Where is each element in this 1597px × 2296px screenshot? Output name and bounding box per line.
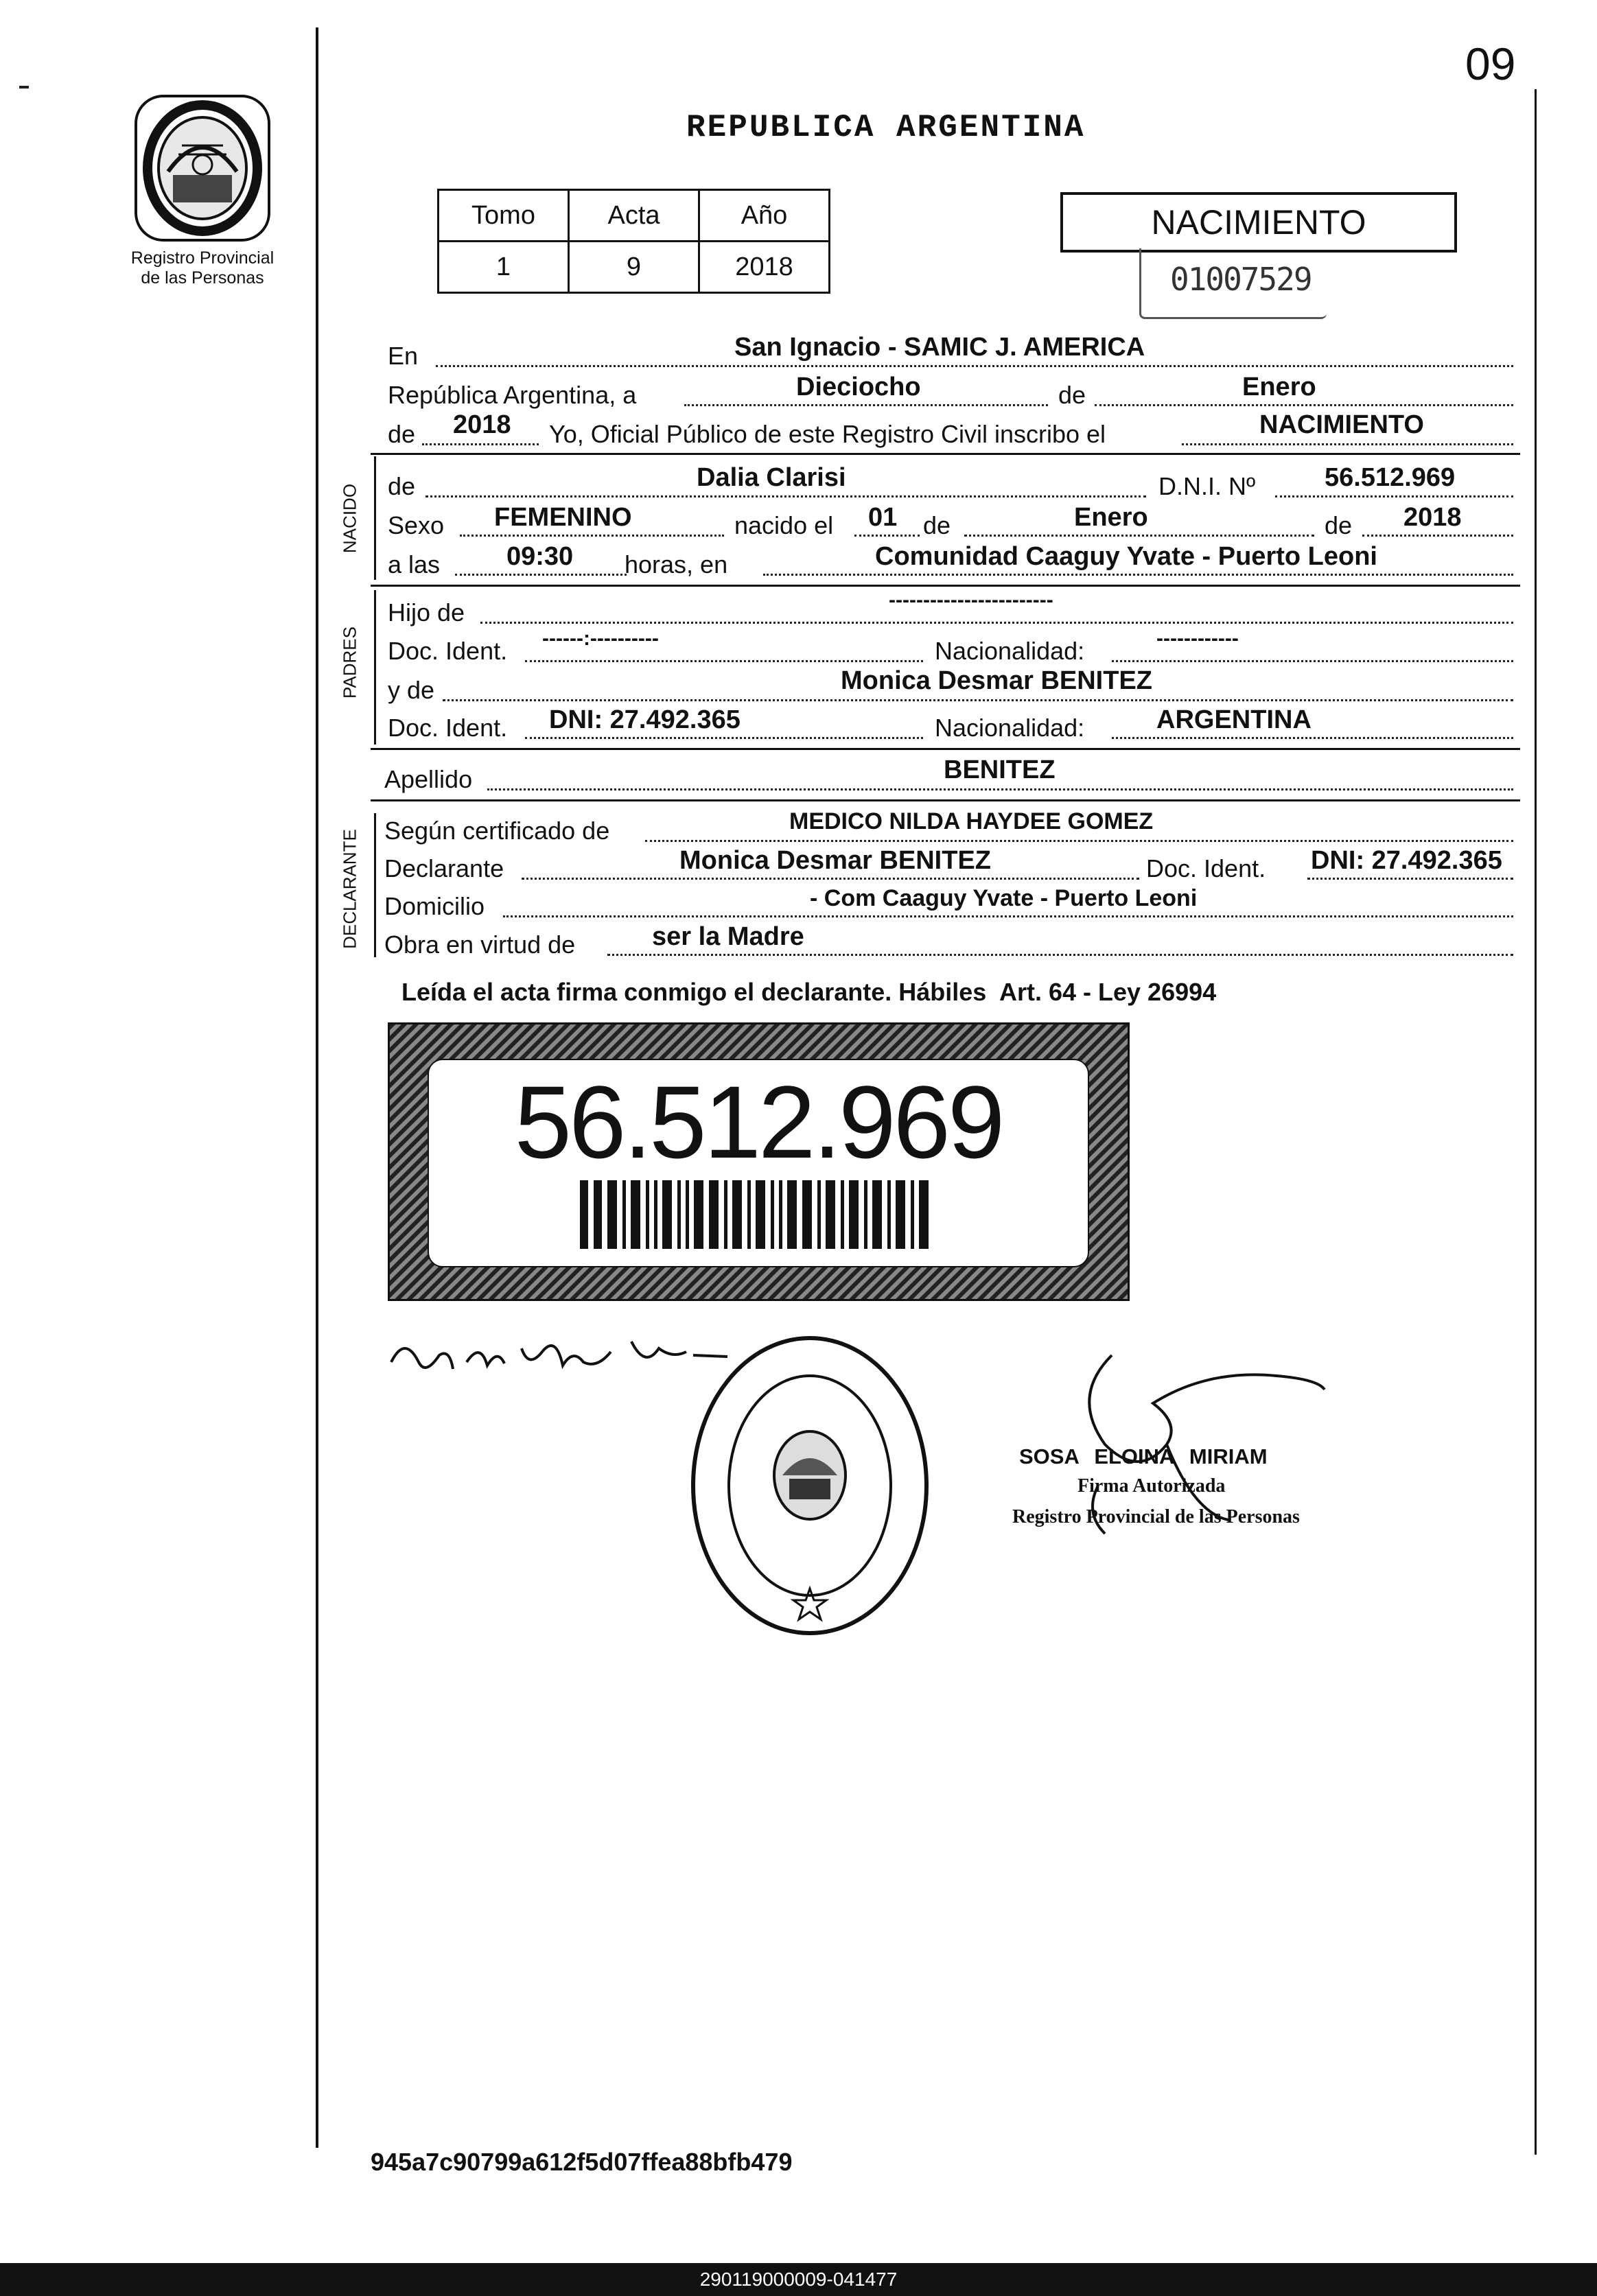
label-inscribo: Yo, Oficial Público de este Registro Civil inscribo el bbox=[549, 420, 1106, 448]
dni-barcode bbox=[580, 1180, 937, 1249]
divider-nacido bbox=[371, 585, 1520, 587]
label-a-las: a las bbox=[388, 550, 441, 578]
label-nacido-el: nacido el bbox=[734, 511, 834, 539]
document-hash: 945a7c90799a612f5d07ffea88bfb479 bbox=[371, 2148, 793, 2176]
padres-bracket bbox=[374, 590, 376, 745]
value-mother-doc: DNI: 27.492.365 bbox=[549, 705, 741, 734]
declarante-section-label: DECLARANTE bbox=[339, 829, 360, 949]
label-de-year: de bbox=[388, 420, 416, 448]
left-margin-line bbox=[316, 27, 318, 2148]
nacido-section-label: NACIDO bbox=[339, 483, 360, 554]
logo-caption-line2: de las Personas bbox=[141, 268, 264, 288]
divider-general bbox=[371, 453, 1520, 455]
label-hijo-de: Hijo de bbox=[388, 598, 465, 626]
divider-padres bbox=[371, 748, 1520, 750]
value-birth-month: Enero bbox=[1074, 503, 1148, 532]
divider-apellido bbox=[371, 799, 1520, 801]
value-declarante-doc: DNI: 27.492.365 bbox=[1311, 846, 1502, 875]
logo-caption-line1: Registro Provincial bbox=[130, 248, 275, 268]
value-certificado: MEDICO NILDA HAYDEE GOMEZ bbox=[789, 808, 1154, 834]
label-de-birth-year: de bbox=[1325, 511, 1353, 539]
logo-caption bbox=[103, 248, 302, 288]
declarante-bracket bbox=[374, 813, 376, 957]
footer-code: 290119000009-041477 bbox=[0, 2263, 1597, 2296]
label-nacido-de: de bbox=[388, 472, 416, 500]
value-time: 09:30 bbox=[506, 542, 574, 571]
value-month: Enero bbox=[1242, 373, 1316, 401]
value-father-nat: ------------ bbox=[1156, 627, 1239, 650]
padres-section-label: PADRES bbox=[339, 626, 360, 699]
scan-mark bbox=[19, 86, 29, 89]
value-birth-day: 01 bbox=[868, 503, 898, 532]
header-tomo: Tomo bbox=[439, 190, 569, 242]
value-anio: 2018 bbox=[699, 242, 830, 293]
record-table bbox=[437, 189, 830, 294]
value-apellido: BENITEZ bbox=[944, 755, 1056, 784]
label-mother-nat: Nacionalidad: bbox=[935, 714, 1085, 742]
label-father-doc: Doc. Ident. bbox=[388, 637, 508, 665]
value-birth-year: 2018 bbox=[1403, 503, 1462, 532]
value-dni: 56.512.969 bbox=[1325, 463, 1456, 492]
header-anio: Año bbox=[699, 190, 830, 242]
label-en: En bbox=[388, 342, 419, 370]
value-tomo: 1 bbox=[439, 242, 569, 293]
value-year: 2018 bbox=[453, 410, 511, 439]
label-declarante-doc: Doc. Ident. bbox=[1146, 854, 1266, 882]
value-place: Comunidad Caaguy Yvate - Puerto Leoni bbox=[875, 542, 1377, 571]
official-office: Registro Provincial de las Personas bbox=[1012, 1506, 1300, 1527]
header-acta: Acta bbox=[569, 190, 699, 242]
label-obra: Obra en virtud de bbox=[384, 930, 576, 959]
label-y-de: y de bbox=[388, 676, 435, 704]
label-father-nat: Nacionalidad: bbox=[935, 637, 1085, 665]
serial-number: 01007529 bbox=[1170, 261, 1312, 298]
label-horas-en: horas, en bbox=[625, 550, 728, 578]
value-obra: ser la Madre bbox=[652, 922, 804, 951]
document-title: REPUBLICA ARGENTINA bbox=[686, 110, 1086, 145]
value-en: San Ignacio - SAMIC J. AMERICA bbox=[734, 333, 1145, 362]
record-table-header bbox=[439, 190, 830, 242]
dni-sticker bbox=[388, 1022, 1130, 1301]
value-sexo: FEMENINO bbox=[494, 503, 632, 532]
label-domicilio: Domicilio bbox=[384, 892, 485, 920]
page-number: 09 bbox=[1465, 38, 1516, 89]
official-name: SOSA ELOINA MIRIAM bbox=[1019, 1444, 1268, 1468]
nacido-bracket bbox=[374, 456, 376, 580]
value-declarante-name: Monica Desmar BENITEZ bbox=[679, 846, 991, 875]
label-sexo: Sexo bbox=[388, 511, 445, 539]
value-acta: 9 bbox=[569, 242, 699, 293]
closing-text: Leída el acta firma conmigo el declarante. Hábiles Art. 64 - Ley 26994 bbox=[401, 978, 1217, 1006]
value-father-doc: ------:---------- bbox=[542, 627, 659, 650]
label-declarante: Declarante bbox=[384, 854, 504, 882]
label-segun: Según certificado de bbox=[384, 817, 610, 845]
label-apellido: Apellido bbox=[384, 765, 473, 793]
dni-sticker-number: 56.512.969 bbox=[514, 1064, 1003, 1180]
value-mother-nat: ARGENTINA bbox=[1156, 705, 1312, 734]
label-de-month: de bbox=[1058, 381, 1086, 409]
value-father: ------------------------ bbox=[889, 589, 1053, 611]
value-inscribo: NACIMIENTO bbox=[1259, 410, 1424, 439]
record-type-box: NACIMIENTO bbox=[1060, 192, 1457, 253]
value-mother: Monica Desmar BENITEZ bbox=[841, 666, 1152, 695]
record-table-values bbox=[439, 242, 830, 293]
label-dni: D.N.I. Nº bbox=[1158, 472, 1256, 500]
province-logo bbox=[130, 89, 275, 247]
registry-seal bbox=[686, 1331, 933, 1640]
value-domicilio: - Com Caaguy Yvate - Puerto Leoni bbox=[810, 885, 1198, 911]
right-margin-line bbox=[1535, 89, 1537, 2155]
value-day-words: Dieciocho bbox=[796, 373, 921, 401]
value-name: Dalia Clarisi bbox=[697, 463, 846, 492]
dni-sticker-panel bbox=[428, 1059, 1089, 1267]
label-de-birth-month: de bbox=[923, 511, 951, 539]
label-republica: República Argentina, a bbox=[388, 381, 637, 409]
official-role: Firma Autorizada bbox=[1077, 1475, 1226, 1497]
label-mother-doc: Doc. Ident. bbox=[388, 714, 508, 742]
